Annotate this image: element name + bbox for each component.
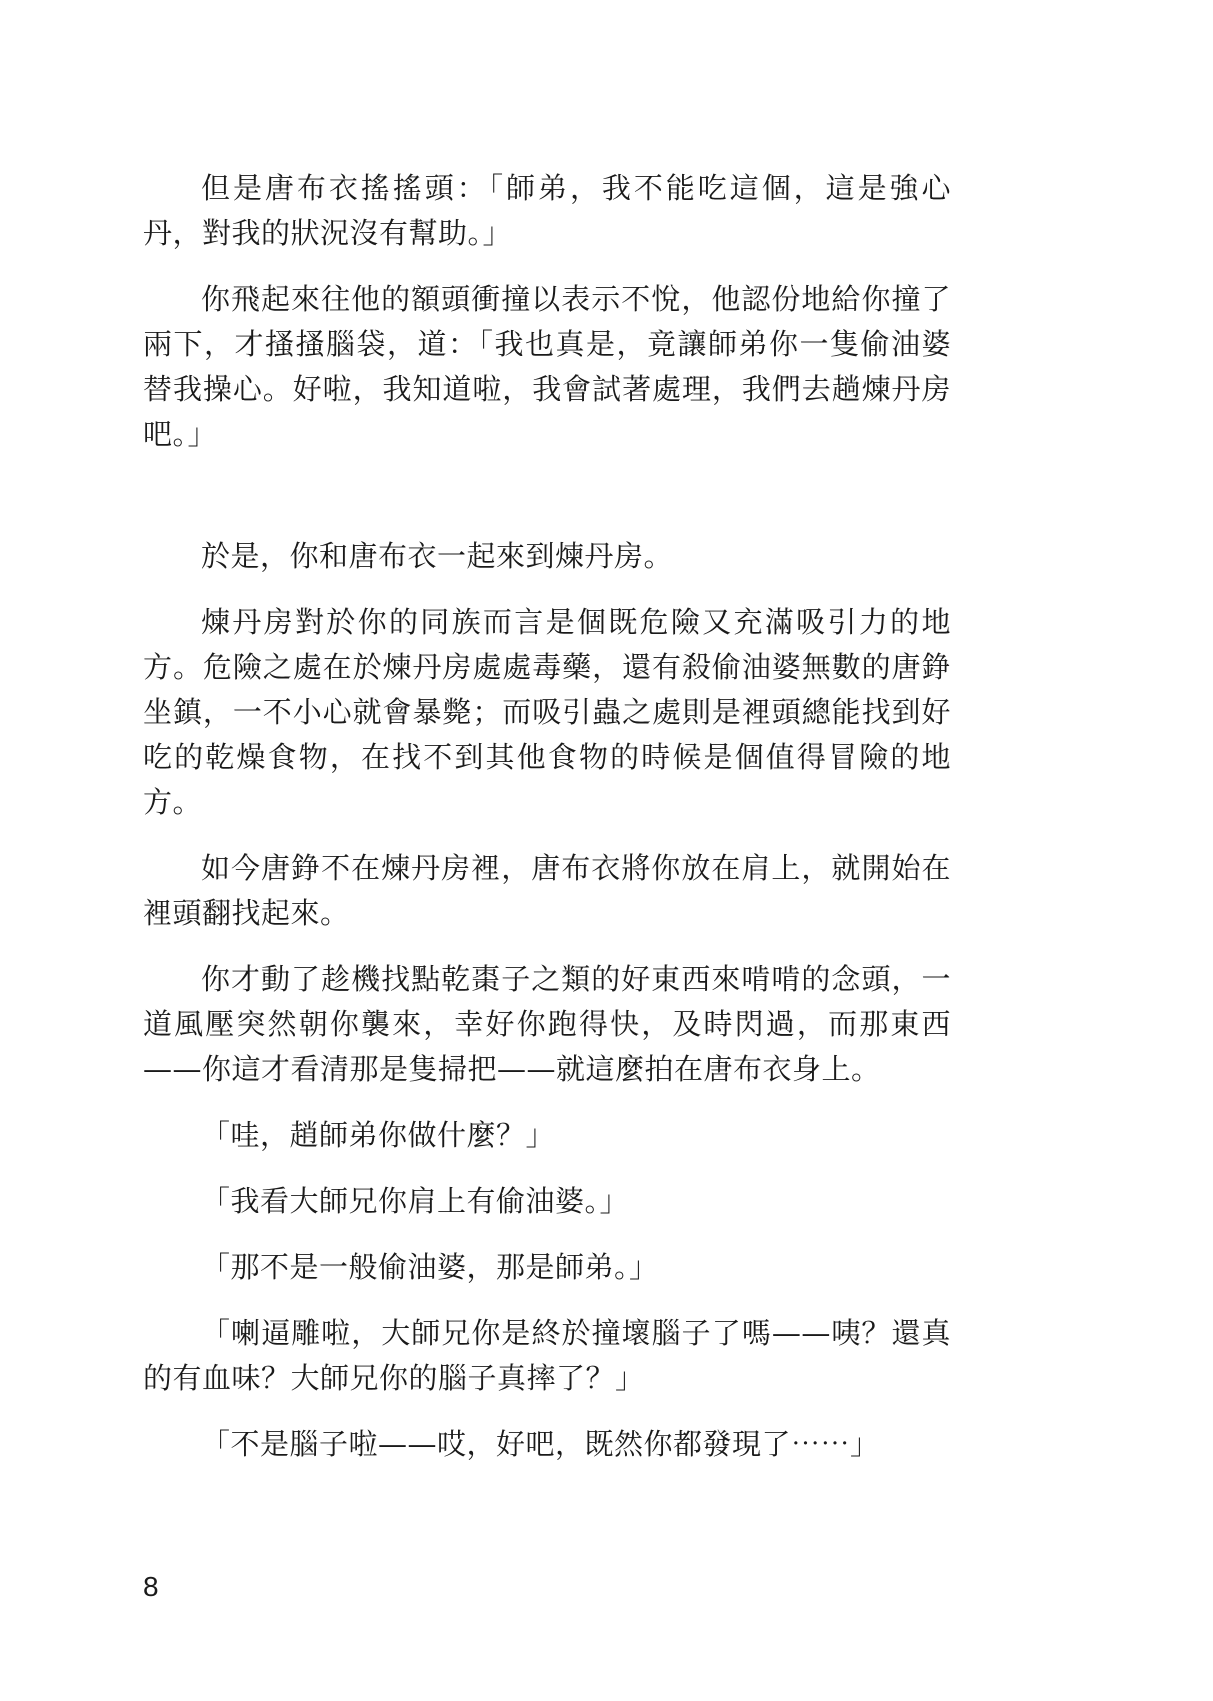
page-number: 8 [143, 1571, 159, 1602]
text-block-bottom [143, 534, 951, 1488]
dialogue-line: 「喇逼雕啦，大師兄你是終於撞壞腦子了嗎——咦？還真的有血味？大師兄你的腦子真摔了？」 [143, 1316, 951, 1395]
paragraph: 煉丹房對於你的同族而言是個既危險又充滿吸引力的地方。危險之處在於煉丹房處處毒藥，還有殺偷油婆無數的唐錚坐鎮，一不小心就會暴斃；而吸引蟲之處則是裡頭總能找到好吃的乾燥食物，在找不到其他食物的時候是個值得冒險的地方。 [143, 605, 951, 819]
paragraph: 但是唐布衣搖搖頭：「師弟，我不能吃這個，這是強心丹，對我的狀況沒有幫助。」 [143, 171, 951, 250]
dialogue-line: 「不是腦子啦——哎，好吧，既然你都發現了⋯⋯」 [201, 1427, 880, 1461]
paragraph: 於是，你和唐布衣一起來到煉丹房。 [201, 539, 674, 573]
dialogue-line: 「哇，趙師弟你做什麼？」 [201, 1118, 556, 1152]
paragraph: 如今唐錚不在煉丹房裡，唐布衣將你放在肩上，就開始在裡頭翻找起來。 [143, 851, 951, 930]
dialogue-line: 「那不是一般偷油婆，那是師弟。」 [201, 1250, 659, 1284]
paragraph: 你才動了趁機找點乾棗子之類的好東西來啃啃的念頭，一道風壓突然朝你襲來，幸好你跑得快，及時閃過，而那東西——你這才看清那是隻掃把——就這麼拍在唐布衣身上。 [143, 962, 951, 1086]
dialogue-line: 「我看大師兄你肩上有偷油婆。」 [201, 1184, 630, 1218]
paragraph: 你飛起來往他的額頭衝撞以表示不悅，他認份地給你撞了兩下，才搔搔腦袋，道：「我也真是，竟讓師弟你一隻偷油婆替我操心。好啦，我知道啦，我會試著處理，我們去趟煉丹房吧。」 [143, 282, 951, 451]
text-block-top [143, 166, 951, 478]
